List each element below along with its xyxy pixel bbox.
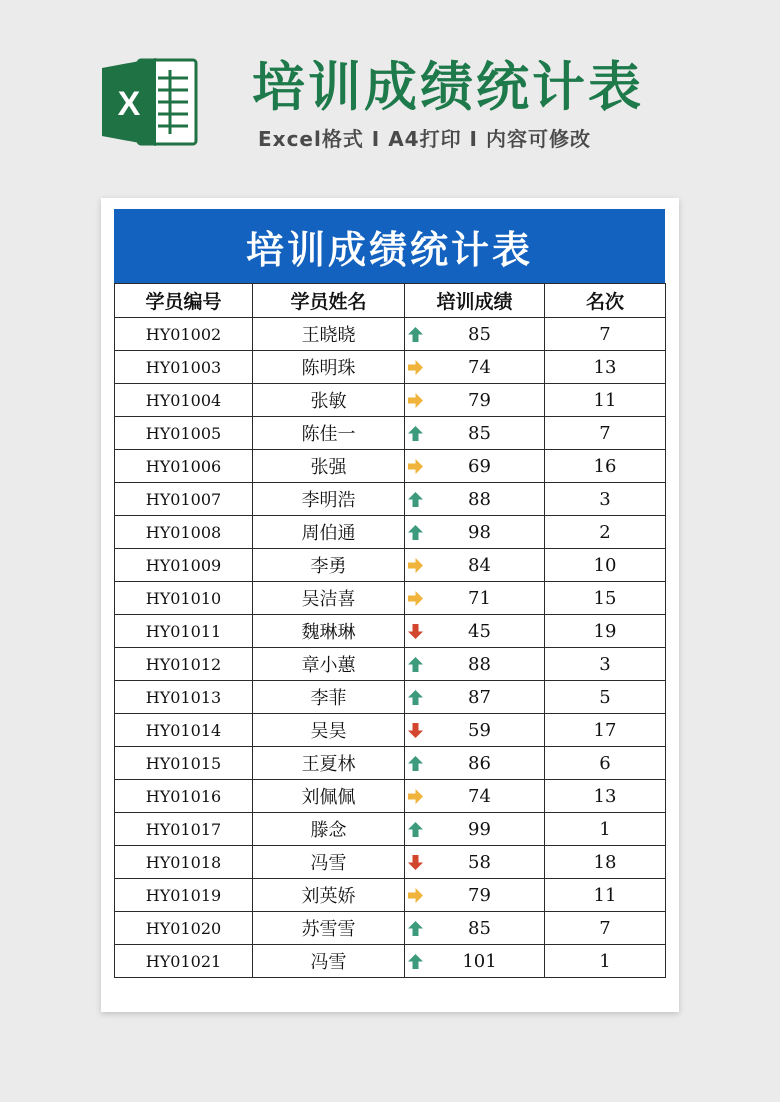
arrow-up-icon [407,920,424,937]
score-value: 74 [468,785,491,807]
cell-student-name: 张强 [253,450,405,483]
cell-score [405,615,545,648]
cell-student-name: 李菲 [253,681,405,714]
cell-score [405,483,545,516]
score-value: 86 [468,752,491,774]
score-value: 84 [468,554,491,576]
table-row [115,846,666,879]
cell-student-id: HY01011 [115,615,253,648]
column-header-score: 培训成绩 [405,284,545,318]
score-table [114,283,666,978]
arrow-down-icon [407,722,424,739]
arrow-up-icon [407,491,424,508]
cell-score [405,516,545,549]
cell-rank: 13 [545,780,666,813]
cell-student-id: HY01019 [115,879,253,912]
table-title: 培训成绩统计表 [245,226,533,272]
table-row [115,912,666,945]
cell-score [405,879,545,912]
cell-rank: 16 [545,450,666,483]
cell-student-id: HY01004 [115,384,253,417]
logo-letter: X [117,85,141,123]
cell-rank: 3 [545,648,666,681]
score-value: 99 [468,818,491,840]
cell-rank: 5 [545,681,666,714]
column-header-rank: 名次 [545,284,666,318]
score-value: 88 [468,653,491,675]
score-value: 98 [468,521,491,543]
cell-student-name: 陈佳一 [253,417,405,450]
cell-score [405,846,545,879]
cell-score [405,648,545,681]
cell-student-id: HY01020 [115,912,253,945]
score-value: 74 [468,356,491,378]
cell-student-id: HY01017 [115,813,253,846]
arrow-up-icon [407,524,424,541]
cell-student-name: 滕念 [253,813,405,846]
cell-student-id: HY01015 [115,747,253,780]
cell-score [405,681,545,714]
cell-student-name: 李明浩 [253,483,405,516]
table-row [115,450,666,483]
score-value: 58 [468,851,491,873]
cell-score [405,747,545,780]
arrow-up-icon [407,425,424,442]
table-row [115,714,666,747]
cell-student-name: 张敏 [253,384,405,417]
cell-rank: 1 [545,945,666,978]
cell-student-id: HY01016 [115,780,253,813]
table-row [115,351,666,384]
cell-rank: 19 [545,615,666,648]
score-value: 85 [468,422,491,444]
cell-score [405,813,545,846]
arrow-right-icon [407,458,424,475]
table-row [115,615,666,648]
cell-student-name: 李勇 [253,549,405,582]
cell-score [405,780,545,813]
cell-student-name: 吴洁喜 [253,582,405,615]
cell-student-name: 刘佩佩 [253,780,405,813]
cell-student-id: HY01008 [115,516,253,549]
cell-student-name: 苏雪雪 [253,912,405,945]
cell-rank: 15 [545,582,666,615]
score-value: 69 [468,455,491,477]
arrow-up-icon [407,326,424,343]
table-row [115,945,666,978]
arrow-down-icon [407,623,424,640]
cell-student-name: 刘英娇 [253,879,405,912]
score-value: 85 [468,917,491,939]
table-row [115,582,666,615]
cell-rank: 7 [545,417,666,450]
table-row [115,681,666,714]
arrow-up-icon [407,821,424,838]
arrow-right-icon [407,590,424,607]
arrow-right-icon [407,359,424,376]
cell-rank: 1 [545,813,666,846]
column-header-id: 学员编号 [115,284,253,318]
arrow-up-icon [407,755,424,772]
cell-student-name: 章小蕙 [253,648,405,681]
excel-logo-icon [100,56,200,148]
cell-score [405,945,545,978]
cell-student-name: 周伯通 [253,516,405,549]
cell-rank: 7 [545,318,666,351]
arrow-right-icon [407,788,424,805]
cell-score [405,417,545,450]
cell-student-id: HY01009 [115,549,253,582]
cell-score [405,318,545,351]
table-row [115,879,666,912]
cell-student-id: HY01005 [115,417,253,450]
cell-rank: 10 [545,549,666,582]
score-value: 85 [468,323,491,345]
table-row [115,813,666,846]
table-row [115,318,666,351]
table-body [115,318,666,978]
arrow-up-icon [407,689,424,706]
cell-score [405,582,545,615]
cell-student-id: HY01006 [115,450,253,483]
cell-student-id: HY01021 [115,945,253,978]
cell-student-name: 吴昊 [253,714,405,747]
cell-student-id: HY01003 [115,351,253,384]
table-row [115,384,666,417]
table-row [115,780,666,813]
table-row [115,417,666,450]
table-row [115,648,666,681]
cell-student-id: HY01012 [115,648,253,681]
cell-student-id: HY01007 [115,483,253,516]
table-row [115,483,666,516]
table-row [115,747,666,780]
cell-rank: 6 [545,747,666,780]
cell-student-name: 魏琳琳 [253,615,405,648]
cell-student-id: HY01002 [115,318,253,351]
cell-rank: 13 [545,351,666,384]
score-value: 59 [468,719,491,741]
arrow-right-icon [407,557,424,574]
cell-rank: 7 [545,912,666,945]
cell-rank: 2 [545,516,666,549]
table-header-row [115,284,666,318]
column-header-name: 学员姓名 [253,284,405,318]
arrow-right-icon [407,392,424,409]
cell-rank: 11 [545,384,666,417]
table-banner [114,209,665,283]
page-title: 培训成绩统计表 [252,57,644,118]
cell-student-id: HY01014 [115,714,253,747]
cell-student-id: HY01010 [115,582,253,615]
table-row [115,516,666,549]
table-row [115,549,666,582]
cell-student-id: HY01013 [115,681,253,714]
cell-rank: 17 [545,714,666,747]
cell-student-name: 陈明珠 [253,351,405,384]
score-value: 79 [468,884,491,906]
cell-rank: 3 [545,483,666,516]
cell-student-id: HY01018 [115,846,253,879]
arrow-right-icon [407,887,424,904]
arrow-down-icon [407,854,424,871]
score-value: 45 [468,620,491,642]
score-value: 87 [468,686,491,708]
score-value: 71 [468,587,491,609]
score-value: 88 [468,488,491,510]
score-value: 79 [468,389,491,411]
cell-score [405,384,545,417]
cell-student-name: 冯雪 [253,846,405,879]
arrow-up-icon [407,953,424,970]
cell-student-name: 冯雪 [253,945,405,978]
score-value: 101 [462,950,497,972]
cell-student-name: 王晓晓 [253,318,405,351]
cell-rank: 11 [545,879,666,912]
cell-score [405,714,545,747]
cell-score [405,549,545,582]
arrow-up-icon [407,656,424,673]
page-header [0,0,780,190]
cell-student-name: 王夏林 [253,747,405,780]
cell-score [405,450,545,483]
page-subtitle: Excel格式 I A4打印 I 内容可修改 [258,127,591,151]
cell-score [405,351,545,384]
cell-rank: 18 [545,846,666,879]
cell-score [405,912,545,945]
